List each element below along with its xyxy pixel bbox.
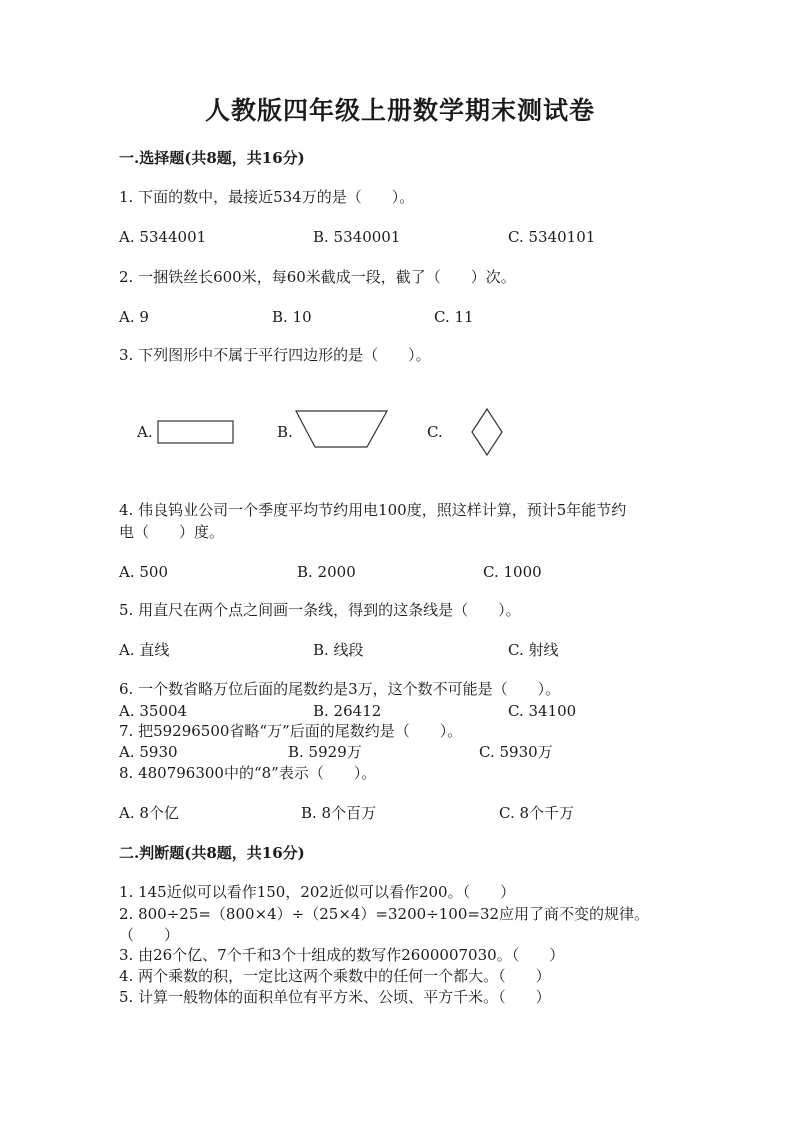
q2-option-c: C. 11 (434, 308, 474, 326)
q7-option-b: B. 5929万 (288, 743, 362, 761)
page-title: 人教版四年级上册数学期末测试卷 (204, 96, 595, 125)
question-3: 3. 下列图形中不属于平行四边形的是（ ）。 (119, 346, 431, 364)
q2-option-a: A. 9 (119, 308, 149, 326)
q1-option-b: B. 5340001 (313, 228, 401, 246)
q3-option-b: B. (277, 423, 293, 441)
q1-option-c: C. 5340101 (508, 228, 596, 246)
question-7: 7. 把59296500省略“万”后面的尾数约是（ ）。 (119, 722, 463, 740)
q7-option-c: C. 5930万 (479, 743, 553, 761)
q2-option-b: B. 10 (272, 308, 312, 326)
judgement-item-2: 2. 800÷25=（800×4）÷（25×4）=3200÷100=32应用了商不变的规律。 (119, 905, 650, 923)
q6-option-c: C. 34100 (508, 702, 577, 720)
q8-option-a: A. 8个亿 (119, 804, 179, 822)
q1-option-a: A. 5344001 (119, 228, 207, 246)
question-1: 1. 下面的数中，最接近534万的是（ ）。 (119, 188, 415, 206)
q6-option-a: A. 35004 (119, 702, 188, 720)
q7-option-a: A. 5930 (119, 743, 178, 761)
q6-option-b: B. 26412 (313, 702, 382, 720)
q4-option-a: A. 500 (119, 563, 168, 581)
rhombus-shape (471, 408, 505, 458)
q8-option-b: B. 8个百万 (301, 804, 377, 822)
q5-option-b: B. 线段 (313, 641, 364, 659)
question-5: 5. 用直尺在两个点之间画一条线，得到的这条线是（ ）。 (119, 601, 521, 619)
question-6: 6. 一个数省略万位后面的尾数约是3万，这个数不可能是（ ）。 (119, 680, 561, 698)
q5-option-a: A. 直线 (119, 641, 170, 659)
judgement-item-1: 1. 145近似可以看作150，202近似可以看作200。（ ） (119, 883, 516, 901)
question-8: 8. 480796300中的“8”表示（ ）。 (119, 764, 377, 782)
q5-option-c: C. 射线 (508, 641, 559, 659)
rectangle-shape (157, 420, 235, 446)
judgement-item-4: 4. 两个乘数的积，一定比这两个乘数中的任何一个都大。（ ） (119, 967, 551, 985)
judgement-item-2-blank: （ ） (119, 926, 180, 944)
q8-option-c: C. 8个千万 (499, 804, 575, 822)
judgement-item-3: 3. 由26个亿、7个千和3个十组成的数写作2600007030。（ ） (119, 946, 565, 964)
question-4-line1: 4. 伟良钨业公司一个季度平均节约用电100度，照这样计算，预计5年能节约 (119, 501, 627, 519)
trapezoid-shape (295, 410, 389, 450)
q4-option-b: B. 2000 (297, 563, 356, 581)
q3-option-c: C. (427, 423, 443, 441)
q3-option-a: A. (137, 423, 153, 441)
section-heading-judgement: 二.判断题(共8题，共16分) (119, 844, 305, 862)
question-4-line2: 电（ ）度。 (119, 523, 225, 541)
question-2: 2. 一捆铁丝长600米，每60米截成一段，截了（ ）次。 (119, 268, 516, 286)
judgement-item-5: 5. 计算一般物体的面积单位有平方米、公顷、平方千米。（ ） (119, 988, 551, 1006)
section-heading-choice: 一.选择题(共8题，共16分) (119, 149, 305, 167)
q4-option-c: C. 1000 (483, 563, 542, 581)
